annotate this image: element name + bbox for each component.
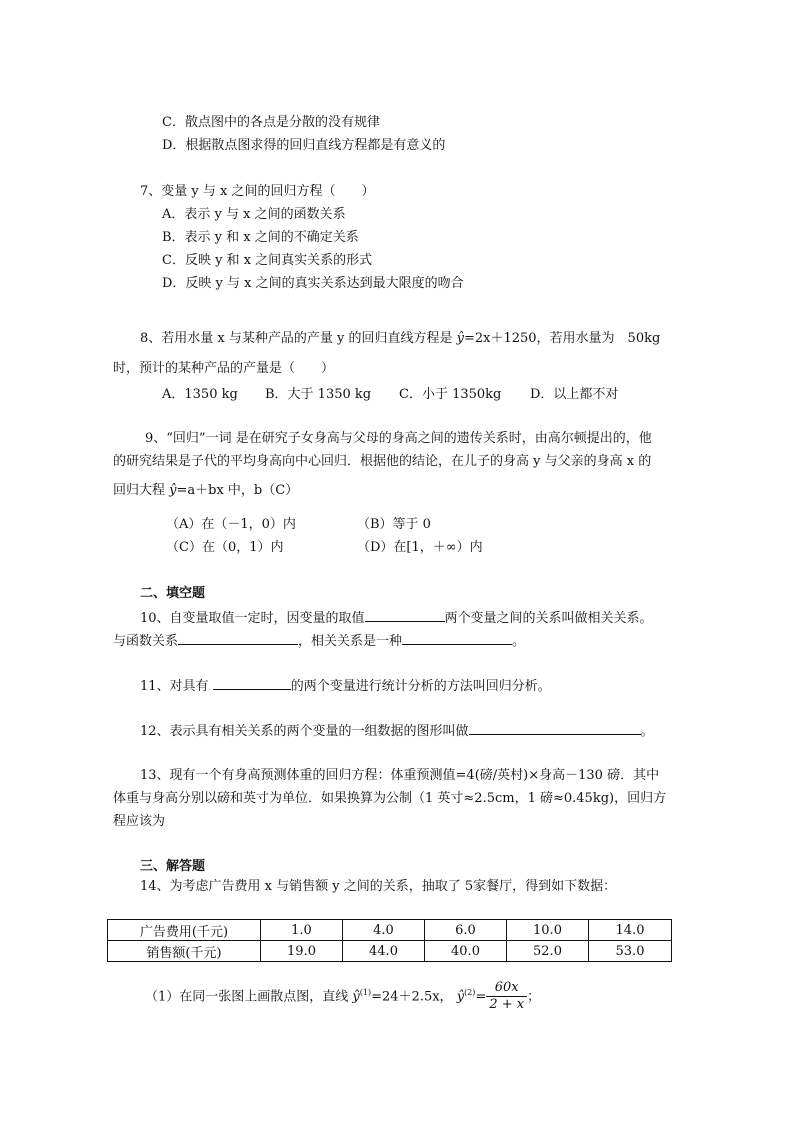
q12-text-2: 。: [640, 724, 654, 739]
q11-line: [140, 675, 551, 697]
section3-title: 三、解答题: [140, 859, 206, 874]
q9-option-a: （A）在（－1，0）内: [166, 517, 296, 532]
q14-fraction: [486, 980, 527, 1013]
q13-line1: 13、现有一个有身高预测体重的回归方程：体重预测值=4(磅/英村)×身高－130 磅．其中: [140, 768, 660, 783]
q10-text-2: 两个变量之间的关系叫做相关关系。: [444, 611, 653, 626]
q9-option-d: （D）在[1，＋∞）内: [357, 540, 483, 555]
q9-line2: 的研究结果是子代的平均身高向中心回归．根据他的结论，在儿子的身高 y 与父亲的身高 x 的: [113, 454, 652, 469]
table-cell: 10.0: [507, 920, 589, 941]
q14-data-table: [107, 919, 672, 962]
q8-stem-text: 8、若用水量 x 与某种产品的产量 y 的回归直线方程是: [140, 331, 457, 346]
table-cell: 52.0: [507, 941, 589, 962]
fraction-denominator: 2 + x: [489, 997, 525, 1013]
q14-part1-text: （1）在同一张图上画散点图，直线: [145, 989, 353, 1005]
table-cell: 44.0: [343, 941, 425, 962]
table-cell: 53.0: [589, 941, 672, 962]
table-row: [108, 920, 672, 941]
q12-text-1: 12、表示具有相关关系的两个变量的一组数据的图形叫做: [140, 724, 469, 739]
table-cell: 4.0: [343, 920, 425, 941]
q13-line3: 程应该为: [113, 814, 166, 829]
q8-stem-line2: 时，预计的某种产品的产量是（ ）: [113, 361, 335, 376]
q8-stem: [140, 329, 660, 349]
table-row: [108, 941, 672, 962]
q8-option-a: A．1350 kg: [162, 387, 238, 402]
table-cell: 广告费用(千元): [108, 920, 261, 941]
section2-title: 二、填空题: [140, 586, 206, 601]
q13-line2: 体重与身高分别以磅和英寸为单位．如果换算为公制（1 英寸≈2.5cm，1 磅≈0.45kg)，回归方: [113, 791, 667, 806]
q7-option-d: D．反映 y 与 x 之间的真实关系达到最大限度的吻合: [162, 276, 464, 291]
q10-blank-3[interactable]: [402, 630, 512, 645]
q14-sup-2: (2): [464, 988, 476, 997]
table-cell: 销售额(千元): [108, 941, 261, 962]
q10-blank-1[interactable]: [365, 607, 445, 622]
table-cell: 6.0: [425, 920, 507, 941]
q7-option-c: C．反映 y 和 x 之间真实关系的形式: [162, 253, 373, 268]
q14-stem: 14、为考虑广告费用 x 与销售额 y 之间的关系，抽取了 5家餐厅，得到如下数据：: [140, 879, 617, 894]
q10-line2: [113, 630, 525, 652]
q9-option-c: （C）在（0，1）内: [166, 540, 284, 555]
q14-equation-1: =24＋2.5x，: [371, 989, 453, 1005]
q14-sup-1: (1): [359, 988, 372, 997]
fraction-numerator: 60x: [486, 980, 527, 997]
q12-blank[interactable]: [469, 720, 641, 735]
q12-line: [140, 720, 654, 742]
q9-option-b: （B）等于 0: [357, 517, 431, 532]
table-cell: 19.0: [261, 941, 343, 962]
q14-yhat-2: ŷ: [456, 989, 465, 1005]
q6-option-c: C．散点图中的各点是分散的没有规律: [162, 115, 380, 130]
q7-stem: 7、变量 y 与 x 之间的回归方程（ ）: [140, 184, 375, 199]
table-cell: 1.0: [261, 920, 343, 941]
q10-text-5: 。: [512, 634, 526, 649]
q9-line3: [113, 481, 298, 501]
q10-text-4: ，相关关系是一种: [298, 634, 403, 649]
q7-option-b: B．表示 y 和 x 之间的不确定关系: [162, 230, 359, 245]
q9-line3-equation: =a＋bx 中，b（C）: [176, 483, 299, 498]
q6-option-d: D．根据散点图求得的回归直线方程都是有意义的: [162, 138, 446, 153]
q11-blank[interactable]: [213, 675, 291, 690]
q8-option-d: D．以上都不对: [530, 387, 619, 402]
q9-line1: 9、“回归”一词 是在研究子女身高与父母的身高之间的遗传关系时，由高尔顿提出的，他: [145, 431, 652, 446]
q14-part1: [145, 975, 540, 1015]
q11-text-2: 的两个变量进行统计分析的方法叫回归分析。: [290, 679, 551, 694]
q8-option-b: B．大于 1350 kg: [265, 387, 372, 402]
q8-yhat: ŷ: [456, 331, 464, 346]
q10-blank-2[interactable]: [178, 630, 298, 645]
q10-text-3: 与函数关系: [113, 634, 179, 649]
q9-yhat: ŷ: [169, 483, 177, 498]
q10-text-1: 10、自变量取值一定时，因变量的取值: [140, 611, 365, 626]
q7-option-a: A．表示 y 与 x 之间的函数关系: [162, 207, 346, 222]
q9-line3-text: 回归大程: [113, 483, 170, 498]
q14-equals: =: [475, 989, 487, 1005]
table-cell: 14.0: [589, 920, 672, 941]
q10-line1: [140, 607, 653, 629]
q14-semicolon: ；: [527, 989, 541, 1005]
q8-option-c: C．小于 1350kg: [399, 387, 502, 402]
table-cell: 40.0: [425, 941, 507, 962]
q11-text-1: 11、对具有: [140, 679, 213, 694]
q14-yhat-1: ŷ: [352, 989, 360, 1005]
q8-stem-equation: =2x＋1250，若用水量为 50kg: [463, 331, 661, 346]
